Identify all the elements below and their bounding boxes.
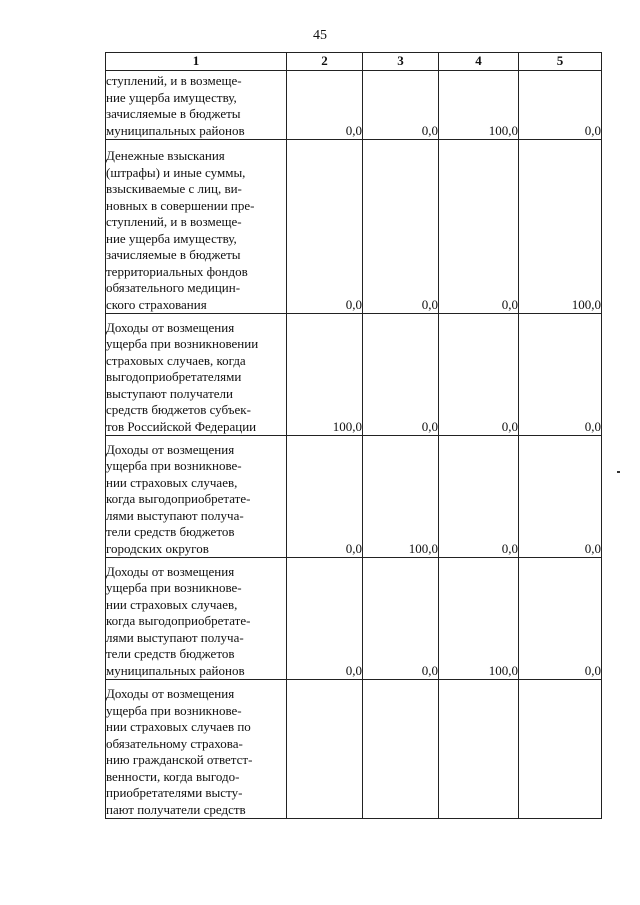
row-value: 0,0 xyxy=(363,314,439,436)
row-value: 100,0 xyxy=(439,558,519,680)
row-value: 0,0 xyxy=(519,436,602,558)
row-value xyxy=(287,680,363,819)
row-value: 0,0 xyxy=(363,140,439,314)
row-description: Доходы от возмещения ущерба при возникнове- нии страховых случаев по обязательному страхова- нию гражданской ответст- венности, когда выгодо- приобретателями высту- пают получатели средств xyxy=(106,680,287,819)
row-description: Доходы от возмещения ущерба при возникнове- нии страховых случаев, когда выгодоприобретате- лями выступают получа- тели средств бюджетов городских округов xyxy=(106,436,287,558)
page-number: 45 xyxy=(313,28,327,43)
row-value: 100,0 xyxy=(519,140,602,314)
column-header: 1 xyxy=(106,53,287,71)
row-value xyxy=(363,680,439,819)
row-description: Доходы от возмещения ущерба при возникнове- нии страховых случаев, когда выгодоприобретате- лями выступают получа- тели средств бюджетов муниципальных районов xyxy=(106,558,287,680)
column-header: 2 xyxy=(287,53,363,71)
row-value: 0,0 xyxy=(287,71,363,140)
row-value: 0,0 xyxy=(439,314,519,436)
row-description: ступлений, и в возмеще- ние ущерба имуществу, зачисляемые в бюджеты муниципальных районов xyxy=(106,71,287,140)
table-row xyxy=(106,140,602,314)
row-value: 0,0 xyxy=(519,314,602,436)
row-description: Денежные взыскания (штрафы) и иные суммы, взыскиваемые с лиц, ви- новных в совершении пре- ступлений, и в возмеще- ние ущерба имуществу, зачисляемые в бюджеты территориальных фондов обязательного медицин- ского страхования xyxy=(106,140,287,314)
row-value: 0,0 xyxy=(363,558,439,680)
row-value xyxy=(439,680,519,819)
table-row xyxy=(106,558,602,680)
table-row xyxy=(106,436,602,558)
row-value: 0,0 xyxy=(287,140,363,314)
table-row xyxy=(106,71,602,140)
row-value: 0,0 xyxy=(439,436,519,558)
scan-mark xyxy=(617,471,620,473)
row-value xyxy=(519,680,602,819)
row-value: 0,0 xyxy=(439,140,519,314)
column-header: 3 xyxy=(363,53,439,71)
budget-distribution-table xyxy=(105,52,602,819)
row-value: 0,0 xyxy=(519,71,602,140)
row-value: 0,0 xyxy=(519,558,602,680)
column-header: 5 xyxy=(519,53,602,71)
row-value: 100,0 xyxy=(287,314,363,436)
table-header-row xyxy=(106,53,602,71)
row-value: 0,0 xyxy=(287,558,363,680)
column-header: 4 xyxy=(439,53,519,71)
row-description: Доходы от возмещения ущерба при возникновении страховых случаев, когда выгодоприобретателями выступают получатели средств бюджетов субъек- тов Российской Федерации xyxy=(106,314,287,436)
row-value: 0,0 xyxy=(287,436,363,558)
table-row xyxy=(106,680,602,819)
row-value: 0,0 xyxy=(363,71,439,140)
row-value: 100,0 xyxy=(363,436,439,558)
row-value: 100,0 xyxy=(439,71,519,140)
table-row xyxy=(106,314,602,436)
